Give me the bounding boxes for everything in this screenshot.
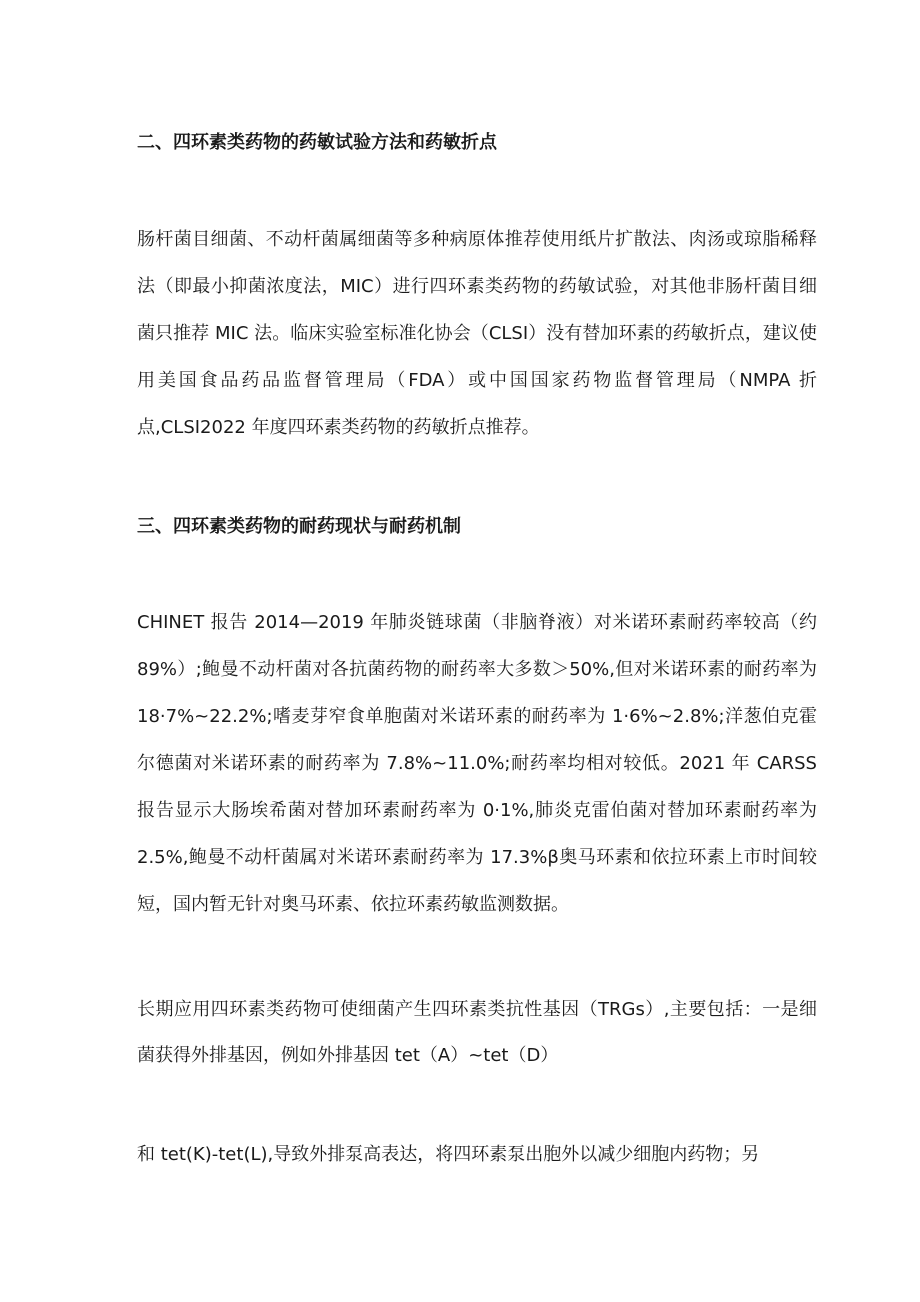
section-3-paragraph-1: CHINET 报告 2014—2019 年肺炎链球菌（非脑脊液）对米诺环素耐药率较高（约 89%）;鲍曼不动杆菌对各抗菌药物的耐药率大多数＞50%,但对米诺环素的耐药率为 18·7%~22.2%;嗜麦芽窄食单胞菌对米诺环素的耐药率为 1·6%~2.8%;洋葱伯克霍尔德菌对米诺环素的耐药率为 7.8%~11.0%;耐药率均相对较低。2021 年 CARSS 报告显示大肠埃希菌对替加环素耐药率为 0·1%,肺炎克雷伯菌对替加环素耐药率为 2.5%,鲍曼不动杆菌属对米诺环素耐药率为 17.3%β奥马环素和依拉环素上市时间较短，国内暂无针对奥马环素、依拉环素药敏监测数据。 <box>137 612 817 915</box>
section-2-paragraph: 肠杆菌目细菌、不动杆菌属细菌等多种病原体推荐使用纸片扩散法、肉汤或琼脂稀释法（即最小抑菌浓度法，MIC）进行四环素类药物的药敏试验，对其他非肠杆菌目细菌只推荐 MIC 法。临床实验室标准化协会（CLSI）没有替加环素的药敏折点，建议使用美国食品药品监督管理局（FDA）或中国国家药物监督管理局（NMPA 折点,CLSI2022 年度四环素类药物的药敏折点推荐。 <box>137 229 817 438</box>
section-3-paragraph-2: 长期应用四环素类药物可使细菌产生四环素类抗性基因（TRGs）,主要包括：一是细菌获得外排基因，例如外排基因 tet（A）~tet（D） <box>137 999 817 1066</box>
section-3-heading: 三、四环素类药物的耐药现状与耐药机制 <box>137 516 461 537</box>
section-2-heading: 二、四环素类药物的药敏试验方法和药敏折点 <box>137 132 497 153</box>
section-3-paragraph-3: 和 tet(K)-tet(L),导致外排泵高表达，将四环素泵出胞外以减少细胞内药物；另 <box>137 1144 760 1165</box>
